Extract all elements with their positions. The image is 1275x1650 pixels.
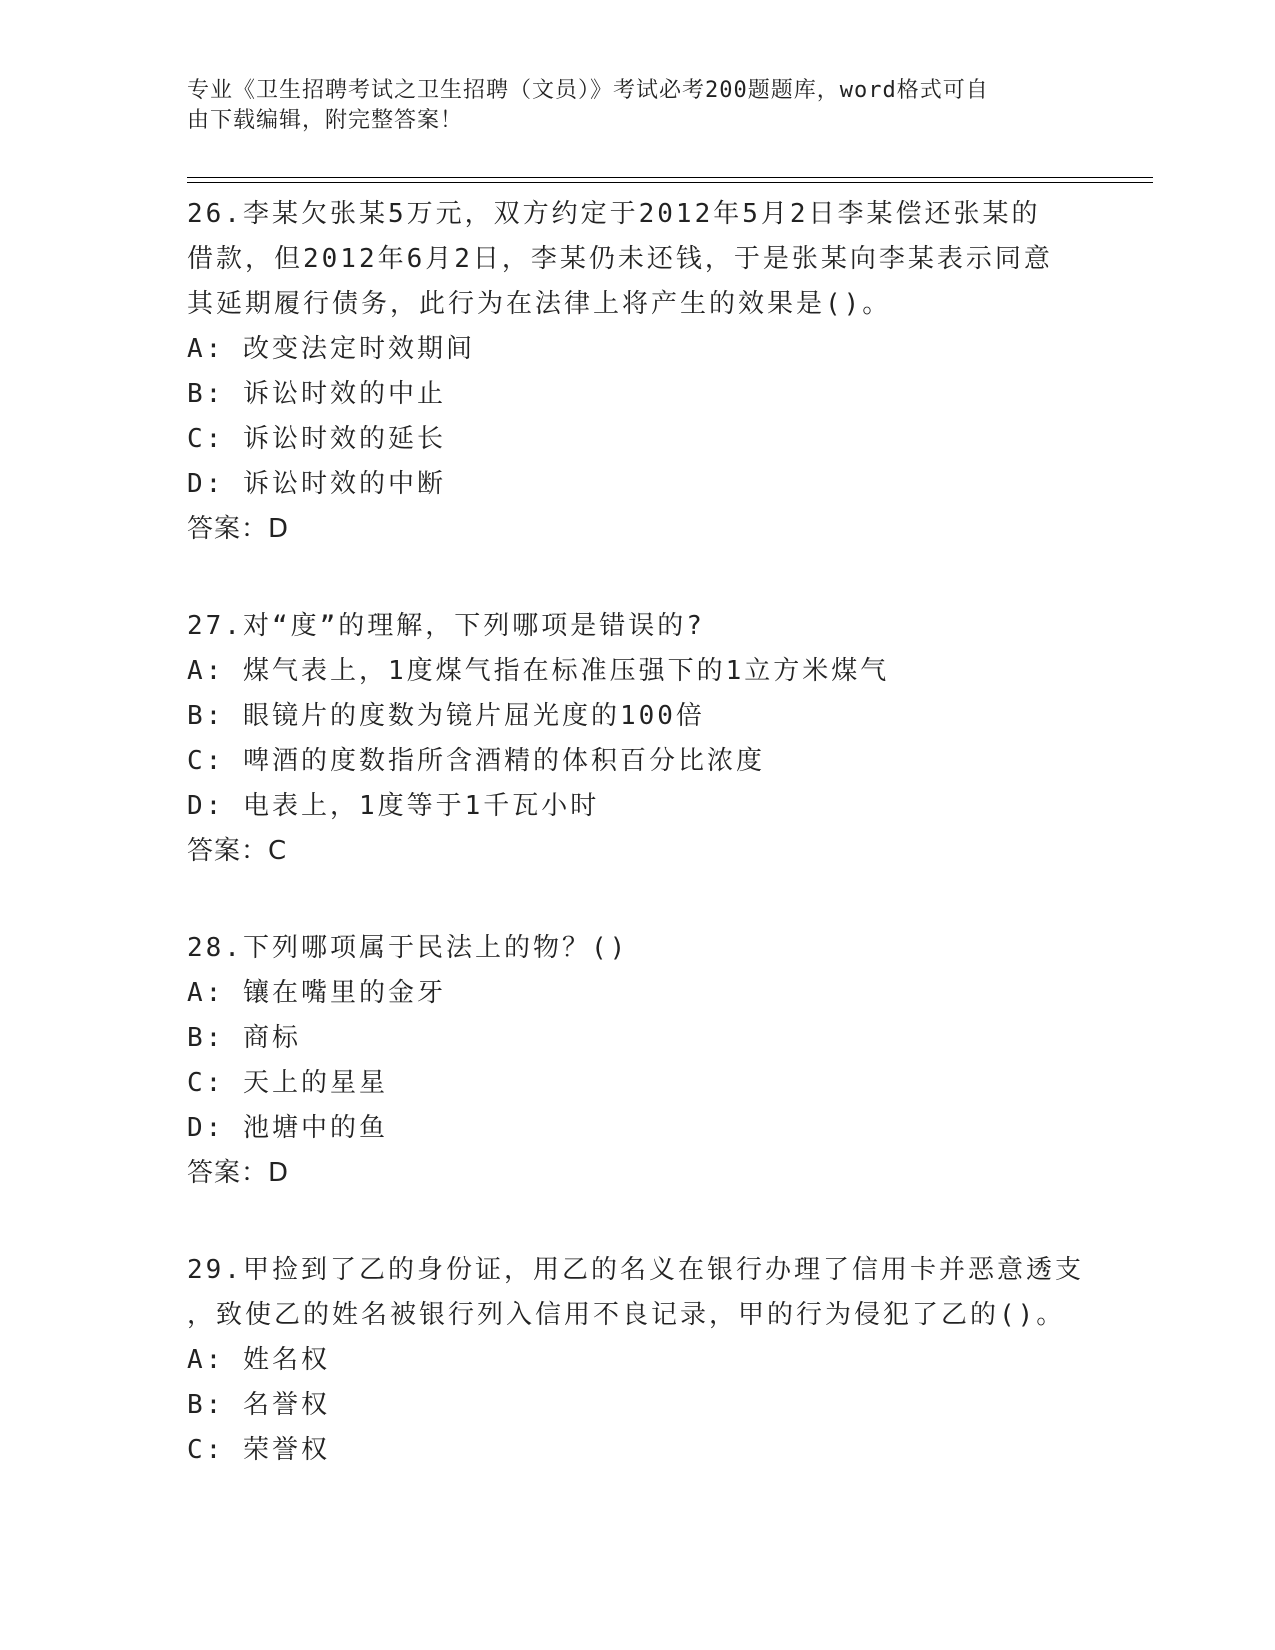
header-divider-bottom bbox=[187, 182, 1153, 183]
question-29-text-line-1: 29.甲捡到了乙的身份证，用乙的名义在银行办理了信用卡并恶意透支 bbox=[187, 1255, 1084, 1285]
question-spacer bbox=[187, 552, 1087, 604]
question-list bbox=[187, 192, 1087, 1473]
question-26-text-line-1: 26.李某欠张某5万元，双方约定于2012年5月2日李某偿还张某的 bbox=[187, 199, 1041, 229]
question-29-text-line-2: ，致使乙的姓名被银行列入信用不良记录，甲的行为侵犯了乙的()。 bbox=[187, 1300, 1066, 1330]
question-spacer bbox=[187, 874, 1087, 926]
header-line-1: 专业《卫生招聘考试之卫生招聘（文员）》考试必考200题题库，word格式可自 bbox=[187, 78, 989, 103]
question-29 bbox=[187, 1248, 1087, 1473]
question-29-option-c: C: 荣誉权 bbox=[187, 1435, 330, 1465]
question-26-text-line-3: 其延期履行债务，此行为在法律上将产生的效果是()。 bbox=[187, 289, 892, 319]
question-28-text-line-1: 28.下列哪项属于民法上的物？() bbox=[187, 933, 629, 963]
question-28-option-c: C: 天上的星星 bbox=[187, 1068, 388, 1098]
question-spacer bbox=[187, 1196, 1087, 1248]
question-26-option-a: A: 改变法定时效期间 bbox=[187, 334, 475, 364]
question-27 bbox=[187, 604, 1087, 874]
question-26 bbox=[187, 192, 1087, 552]
question-27-option-b: B: 眼镜片的度数为镜片屈光度的100倍 bbox=[187, 701, 705, 731]
header-divider-top bbox=[187, 177, 1153, 178]
question-27-text-line-1: 27.对“度”的理解，下列哪项是错误的? bbox=[187, 611, 705, 641]
question-28-option-a: A: 镶在嘴里的金牙 bbox=[187, 978, 446, 1008]
question-28-answer: 答案：D bbox=[187, 1158, 290, 1188]
question-29-option-b: B: 名誉权 bbox=[187, 1390, 330, 1420]
question-26-option-d: D: 诉讼时效的中断 bbox=[187, 469, 446, 499]
question-28-option-d: D: 池塘中的鱼 bbox=[187, 1113, 388, 1143]
question-26-option-c: C: 诉讼时效的延长 bbox=[187, 424, 446, 454]
question-27-option-d: D: 电表上，1度等于1千瓦小时 bbox=[187, 791, 600, 821]
question-26-answer: 答案：D bbox=[187, 514, 290, 544]
question-27-option-c: C: 啤酒的度数指所含酒精的体积百分比浓度 bbox=[187, 746, 765, 776]
question-27-answer: 答案：C bbox=[187, 836, 288, 866]
question-28-option-b: B: 商标 bbox=[187, 1023, 301, 1053]
header-line-2: 由下载编辑，附完整答案！ bbox=[187, 108, 464, 133]
document-header bbox=[187, 76, 1087, 136]
question-26-text-line-2: 借款，但2012年6月2日，李某仍未还钱，于是张某向李某表示同意 bbox=[187, 244, 1053, 274]
question-29-option-a: A: 姓名权 bbox=[187, 1345, 330, 1375]
question-28 bbox=[187, 926, 1087, 1196]
question-26-option-b: B: 诉讼时效的中止 bbox=[187, 379, 446, 409]
question-27-option-a: A: 煤气表上，1度煤气指在标准压强下的1立方米煤气 bbox=[187, 656, 890, 686]
